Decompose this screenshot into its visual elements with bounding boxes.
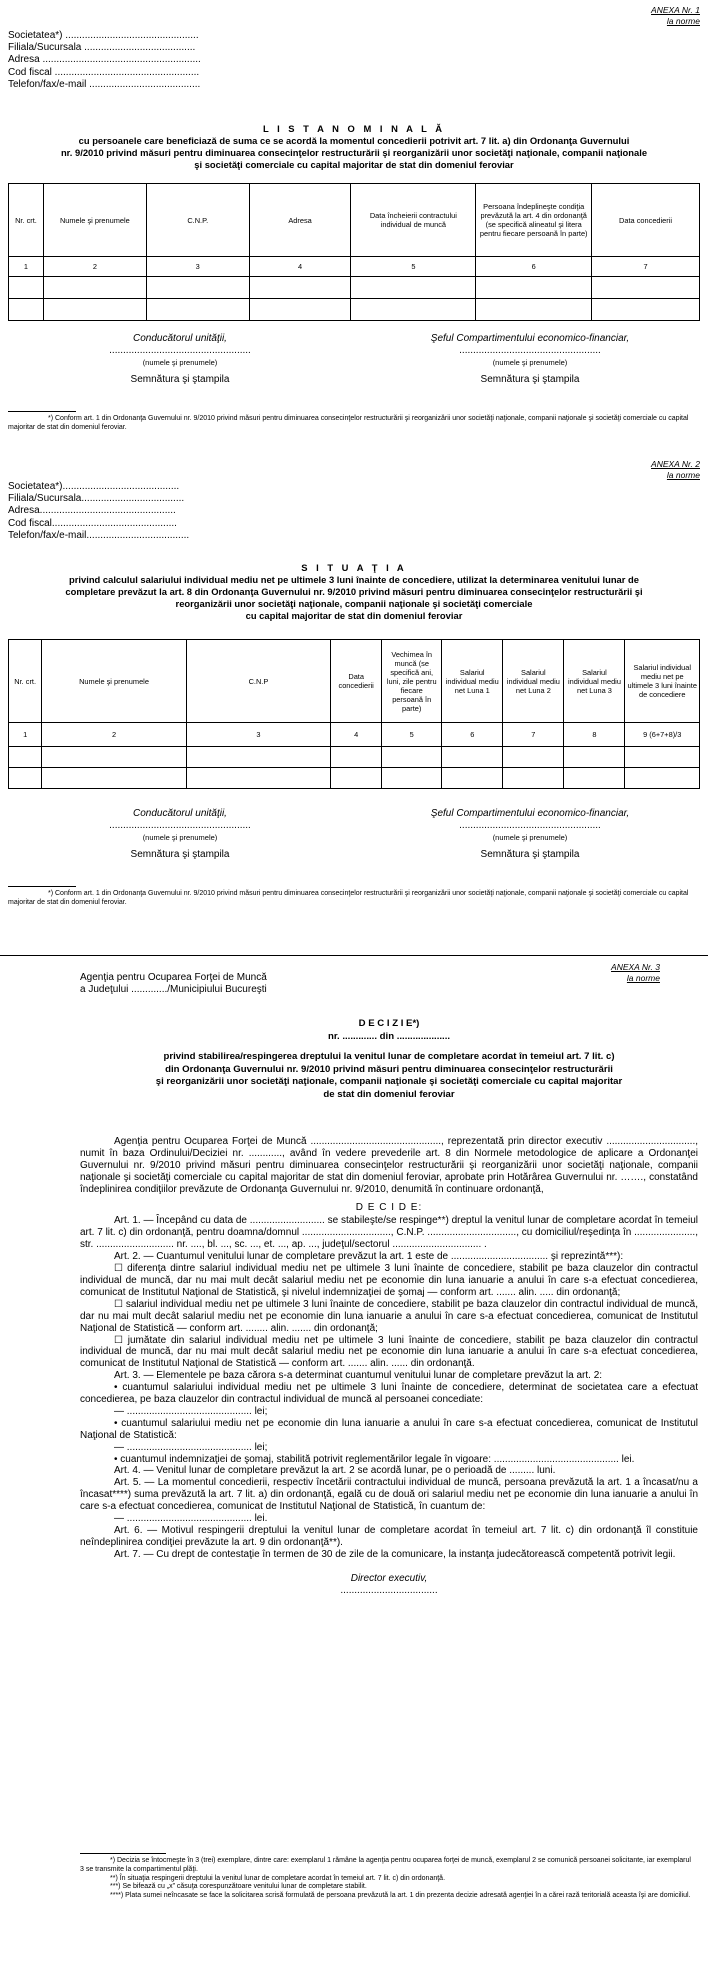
- annex2-number: ANEXA Nr. 2: [651, 459, 700, 469]
- director-label: Director executiv,: [350, 1572, 428, 1584]
- table-number-row: [9, 257, 700, 277]
- decision-footnote: *) Decizia se întocmeşte în 3 (trei) exemplare, dintre care: exemplarul 1 rămâne la agenţia pentru ocuparea forţei de muncă, exemplarul 2 se comunică persoanei solicitante, iar exemplarul 3 se transmite la compartimentul plăţi.: [80, 1857, 691, 1873]
- col-header: C.N.P: [186, 640, 330, 723]
- annex1-identification: [8, 30, 201, 91]
- annex2-footnote: *) Conform art. 1 din Ordonanţa Guvernului nr. 9/2010 privind măsuri pentru diminuarea consecinţelor restructurării şi reorganizării unor societăţi naţionale, companii naţionale şi societăţi comerciale cu capital majoritar de stat din domeniul feroviar.: [8, 890, 689, 906]
- col-header: Nr. crt.: [9, 184, 44, 257]
- annex2-signature-left: [55, 808, 305, 861]
- annex2-subtitle-line: reorganizării unor societăţi naţionale, companii naţionale şi societăţi comerciale: [175, 598, 533, 609]
- sig-role: Conducătorul unităţii,: [133, 333, 227, 344]
- annex3-sub: la norme: [626, 973, 660, 983]
- sig-dots: ...................................................: [459, 820, 601, 831]
- col-number: 6: [442, 723, 503, 747]
- col-header: Numele şi prenumele: [42, 640, 186, 723]
- annex1-sub: la norme: [666, 16, 700, 26]
- article-paragraph: Art. 1. — Începând cu data de ........................... se stabileşte/se respinge**) dreptul la venitul lunar de completare acordat în temeiul art. 7 lit. c) din ordonanţă, pentru doamna/domnul ................................, C.N.P. ................................, cu domiciliul/reşedinţa în ......................, str. ............................ nr. ...., bl. ..., sc. ..., et. ..., ap. ..., judeţul/sectorul ................................ .: [80, 1215, 698, 1251]
- art3-item: • cuantumul salariului individual mediu net pe ultimele 3 luni înainte de concediere, determinat de societatea care a efectuat concedierea, pe baza clauzelor din contractul individual de muncă al persoanei concediate:: [80, 1382, 698, 1406]
- col-header: Persoana îndeplineşte condiţia prevăzută la art. 4 din ordonanţă (se specifică alineatul şi litera pentru fiecare persoană în parte): [476, 184, 592, 257]
- table-empty-row: [9, 747, 700, 768]
- sig-dots: ...................................................: [109, 345, 251, 356]
- sig-name-hint: (numele şi prenumele): [142, 833, 218, 842]
- article-paragraph: Art. 7. — Cu drept de contestaţie în termen de 30 de zile de la comunicare, la instanţa judecătorească competentă potrivit legii.: [114, 1548, 676, 1560]
- table-empty-row: [9, 299, 700, 321]
- ident-line: Societatea*)..........................................: [8, 481, 180, 492]
- ident-line: Filiala/Sucursala ........................................: [8, 42, 196, 54]
- option-checkbox-item: ☐ diferenţa dintre salariul individual mediu net pe ultimele 3 luni înainte de concediere, stabilit pe baza clauzelor din contractul individual de muncă, dar nu mai mult decât salariul mediu net pe economie din luna ianuarie a anului în care s-a efectuat concedierea, comunicat de Institutul Naţional de Statistică, şi nivelul indemnizaţiei de şomaj — conform art. ....... alin. ..... din ordonanţă;: [80, 1263, 698, 1298]
- sig-name-hint: (numele şi prenumele): [142, 358, 218, 367]
- article-paragraph: Art. 6. — Motivul respingerii dreptului la venitul lunar de completare acordat în temeiul art. 7 lit. c) din ordonanţă îl constituie neîndeplinirea condiţiei prevăzute la art. 9 din ordonanţă**).: [80, 1525, 698, 1548]
- decision-number: nr. ............. din ....................: [327, 1030, 451, 1042]
- table-header-row: [9, 184, 700, 257]
- annex2-signature-right: [385, 808, 675, 861]
- annex2-table: [8, 639, 700, 789]
- decision-subtitle-line: din Ordonanţa Guvernului nr. 9/2010 privind măsuri pentru diminuarea consecinţelor restructurării: [165, 1063, 613, 1075]
- col-number: 2: [43, 257, 146, 277]
- annex1-signature-left: [55, 333, 305, 386]
- annex1-number: ANEXA Nr. 1: [651, 5, 700, 15]
- art3-item: • cuantumul salariului mediu net pe economie din luna ianuarie a anului în care s-a efectuat concedierea, comunicat de Institutul Naţional de Statistică:: [80, 1417, 698, 1441]
- art3-item: • cuantumul indemnizaţiei de şomaj, stabilită potrivit reglementărilor legale în vigoare: ............................................. lei.: [114, 1453, 635, 1465]
- page-annex-3: [0, 955, 708, 1978]
- col-number: 5: [351, 257, 476, 277]
- footnote-divider: [80, 1853, 166, 1854]
- footnote-divider: [8, 886, 76, 887]
- col-header: Adresa: [249, 184, 351, 257]
- col-header: Data concedierii: [592, 184, 700, 257]
- col-number: 1: [9, 723, 42, 747]
- col-number: 4: [249, 257, 351, 277]
- decides-heading: D E C I D E:: [355, 1201, 423, 1213]
- col-header: C.N.P.: [146, 184, 249, 257]
- sig-stamp-hint: Semnătura şi ştampila: [130, 849, 230, 860]
- article-paragraph: Art. 3. — Elementele pe baza cărora s-a determinat cuantumul venitului lunar de completare prevăzut la art. 2:: [114, 1370, 603, 1382]
- annex2-title: S I T U A Ţ I A: [301, 562, 407, 573]
- annex1-subtitle-line: cu persoanele care beneficiază de suma ce se acordă la momentul concedierii potrivit art. 7 lit. a) din Ordonanţa Guvernului: [78, 135, 630, 146]
- decision-body: [80, 1136, 698, 1597]
- annex2-sub: la norme: [666, 470, 700, 480]
- ident-line: Adresa .........................................................: [8, 54, 201, 66]
- option-checkbox-item: ☐ jumătate din salariul individual mediu net pe ultimele 3 luni înainte de concediere, stabilit pe baza clauzelor din contractul individual de muncă, dar nu mai mult decât salariul mediu net pe economie din luna ianuarie a anului în care s-a efectuat concedierea, comunicat de Institutul Naţional de Statistică — conform art. ....... alin. ...... din ordonanţă.: [80, 1334, 698, 1370]
- annex1-table: [8, 183, 700, 321]
- col-header: Salariul individual mediu net Luna 3: [564, 640, 625, 723]
- sig-role: Conducătorul unităţii,: [133, 808, 227, 819]
- ident-line: Adresa.................................................: [8, 505, 176, 517]
- decision-subtitle-line: privind stabilirea/respingerea dreptului la venitul lunar de completare acordat în temeiul art. 7 lit. c): [163, 1051, 615, 1063]
- annex2-subtitle-line: cu capital majoritar de stat din domeniul feroviar: [245, 610, 463, 621]
- col-header: Salariul individual mediu net Luna 2: [503, 640, 564, 723]
- sig-name-hint: (numele şi prenumele): [492, 358, 568, 367]
- sig-stamp-hint: Semnătura şi ştampila: [130, 374, 230, 385]
- table-empty-row: [9, 277, 700, 299]
- col-number: 7: [592, 257, 700, 277]
- ident-line: Telefon/fax/e-mail.....................................: [8, 529, 190, 541]
- art3-item: — ............................................. lei;: [114, 1405, 268, 1417]
- sig-dots: ...................................................: [109, 820, 251, 831]
- sig-name-hint: (numele şi prenumele): [492, 833, 568, 842]
- annex1-footnote: *) Conform art. 1 din Ordonanţa Guvernului nr. 9/2010 privind măsuri pentru diminuarea consecinţelor restructurării şi reorganizării unor societăţi naţionale, companii naţionale şi societăţi comerciale cu capital majoritar de stat din domeniul feroviar.: [8, 415, 689, 431]
- col-header: Nr. crt.: [9, 640, 42, 723]
- table-empty-row: [9, 768, 700, 789]
- article-paragraph: Art. 5. — La momentul concedierii, respectiv încetării contractului individual de muncă, persoana prevăzută la art. 1 a încasat/nu a încasat****) suma prevăzută la art. 7 lit. a) din ordonanţă, egală cu de două ori salariul mediu net pe economie din luna ianuarie a anului în care s-a efectuat concedierea, comunicat de Institutul Naţional de Statistică, în cuantum de:: [80, 1477, 698, 1513]
- sig-dots: ...................................................: [459, 345, 601, 356]
- annex2-label: [651, 459, 700, 481]
- sig-role: Şeful Compartimentului economico-financiar,: [430, 808, 630, 819]
- col-number: 5: [382, 723, 442, 747]
- ident-line: Telefon/fax/e-mail ........................................: [8, 78, 201, 90]
- col-header: Numele şi prenumele: [43, 184, 146, 257]
- annex3-number: ANEXA Nr. 3: [611, 962, 660, 972]
- agency-line: a Judeţului ............./Municipiului Bucureşti: [80, 984, 267, 996]
- option-checkbox-item: ☐ salariul individual mediu net pe ultimele 3 luni înainte de concediere, stabilit pe baza clauzelor din contractul individual de muncă, dar nu mai mult decât salariul mediu net pe economie din luna ianuarie a anului în care s-a efectuat concedierea, comunicat de Institutul Naţional de Statistică — conform art. ........ alin. ....... din ordonanţă;: [80, 1298, 698, 1334]
- decision-footnotes: [80, 1857, 696, 1901]
- annex1-title-block: [10, 123, 698, 171]
- col-number: 3: [146, 257, 249, 277]
- article-paragraph: — ............................................. lei.: [114, 1513, 268, 1525]
- sig-role: Şeful Compartimentului economico-financiar,: [430, 333, 630, 344]
- decision-title: D E C I Z I E*): [358, 1018, 420, 1029]
- decision-subtitle-line: şi reorganizării unor societăţi naţionale, companii naţionale şi societăţi comerciale cu capital majoritar: [155, 1076, 623, 1088]
- article-paragraph: Art. 2. — Cuantumul venitului lunar de completare prevăzut la art. 1 este de ................................... şi reprezintă***):: [114, 1251, 624, 1263]
- annex1-label: [651, 5, 700, 27]
- col-number: 1: [9, 257, 44, 277]
- ident-line: Societatea*) ................................................: [8, 30, 199, 41]
- art3-item: — ............................................. lei;: [114, 1441, 268, 1453]
- col-header: Data concedierii: [331, 640, 382, 723]
- col-header: Salariul individual mediu net Luna 1: [442, 640, 503, 723]
- ident-line: Cod fiscal.............................................: [8, 517, 177, 529]
- annex2-subtitle-line: completare prevăzut la art. 8 din Ordonanţa Guvernului nr. 9/2010 privind măsuri pentru diminuarea consecinţelor restructurării şi: [65, 586, 643, 597]
- decision-subtitle-line: de stat din domeniul feroviar: [323, 1088, 455, 1100]
- annex2-subtitle-line: privind calculul salariului individual mediu net pe ultimele 3 luni înainte de concediere, utilizat la determinarea venitului lunar de: [69, 574, 639, 585]
- annex2-identification: [8, 481, 189, 542]
- col-header: Vechimea în muncă (se specifică ani, luni, zile pentru fiecare persoană în parte): [382, 640, 442, 723]
- page-annexes-1-2: [0, 0, 708, 955]
- col-number: 9 (6+7+8)/3: [625, 723, 700, 747]
- annex1-title: L I S T A N O M I N A L Ă: [262, 123, 446, 134]
- col-number: 8: [564, 723, 625, 747]
- decision-title-block: [80, 1018, 698, 1102]
- col-number: 4: [331, 723, 382, 747]
- annex1-subtitle-line: şi societăţi comerciale cu capital majoritar de stat din domeniul feroviar: [194, 159, 514, 170]
- col-number: 6: [476, 257, 592, 277]
- decision-footnote: **) În situaţia respingerii dreptului la venitul lunar de completare acordat în temeiul art. 7 lit. c) din ordonanţă.: [110, 1874, 446, 1882]
- decision-footnote: ****) Plata sumei neîncasate se face la solicitarea scrisă formulată de persoana prevăzută la art. 1 din prezenta decizie adresată agenţiei în a cărei rază teritorială aceasta îşi are domiciliul.: [110, 1892, 691, 1900]
- article-paragraph: Art. 4. — Venitul lunar de completare prevăzut la art. 2 se acordă lunar, pe o perioadă de ......... luni.: [114, 1465, 556, 1477]
- ident-line: Cod fiscal ....................................................: [8, 66, 200, 78]
- table-number-row: [9, 723, 700, 747]
- col-header: Data încheierii contractului individual de muncă: [351, 184, 476, 257]
- director-signature-dots: ...................................: [340, 1584, 438, 1596]
- agency-line: Agenţia pentru Ocuparea Forţei de Muncă: [80, 972, 267, 983]
- col-number: 3: [186, 723, 330, 747]
- annex3-label: [611, 962, 660, 984]
- sig-stamp-hint: Semnătura şi ştampila: [480, 374, 580, 385]
- sig-stamp-hint: Semnătura şi ştampila: [480, 849, 580, 860]
- ident-line: Filiala/Sucursala.....................................: [8, 493, 185, 505]
- annex1-subtitle-line: nr. 9/2010 privind măsuri pentru diminuarea consecinţelor restructurării şi reorganizării unor societăţi naţionale, companii naţionale: [60, 147, 648, 158]
- footnote-divider: [8, 411, 76, 412]
- agency-header: [80, 972, 267, 997]
- table-header-row: [9, 640, 700, 723]
- col-number: 7: [503, 723, 564, 747]
- annex1-signature-right: [385, 333, 675, 386]
- decision-footnote: ***) Se bifează cu „x” căsuţa corespunzătoare venitului lunar de completare stabilit.: [110, 1883, 367, 1891]
- decision-intro: Agenţia pentru Ocuparea Forţei de Muncă ..............................................., reprezentată prin director executiv ................................, numit în baza Ordinului/Deciziei nr. ............, având în vedere prevederile art. 8 din Normele metodologice de aplicare a Ordonanţei Guvernului nr. 9/2010 privind măsuri pentru diminuarea consecinţelor restructurării şi reorganizării unor societăţi naţionale, companii naţionale şi societăţi comerciale cu capital majoritar de stat din domeniul feroviar, aprobate prin Hotărârea Guvernului nr. ……., constatând îndeplinirea condiţiilor prevăzute de Ordonanţa Guvernului nr. 9/2010, denumită în continuare ordonanţă,: [80, 1136, 698, 1195]
- col-number: 2: [42, 723, 186, 747]
- col-header: Salariul individual mediu net pe ultimele 3 luni înainte de concediere: [625, 640, 700, 723]
- annex2-title-block: [10, 562, 698, 622]
